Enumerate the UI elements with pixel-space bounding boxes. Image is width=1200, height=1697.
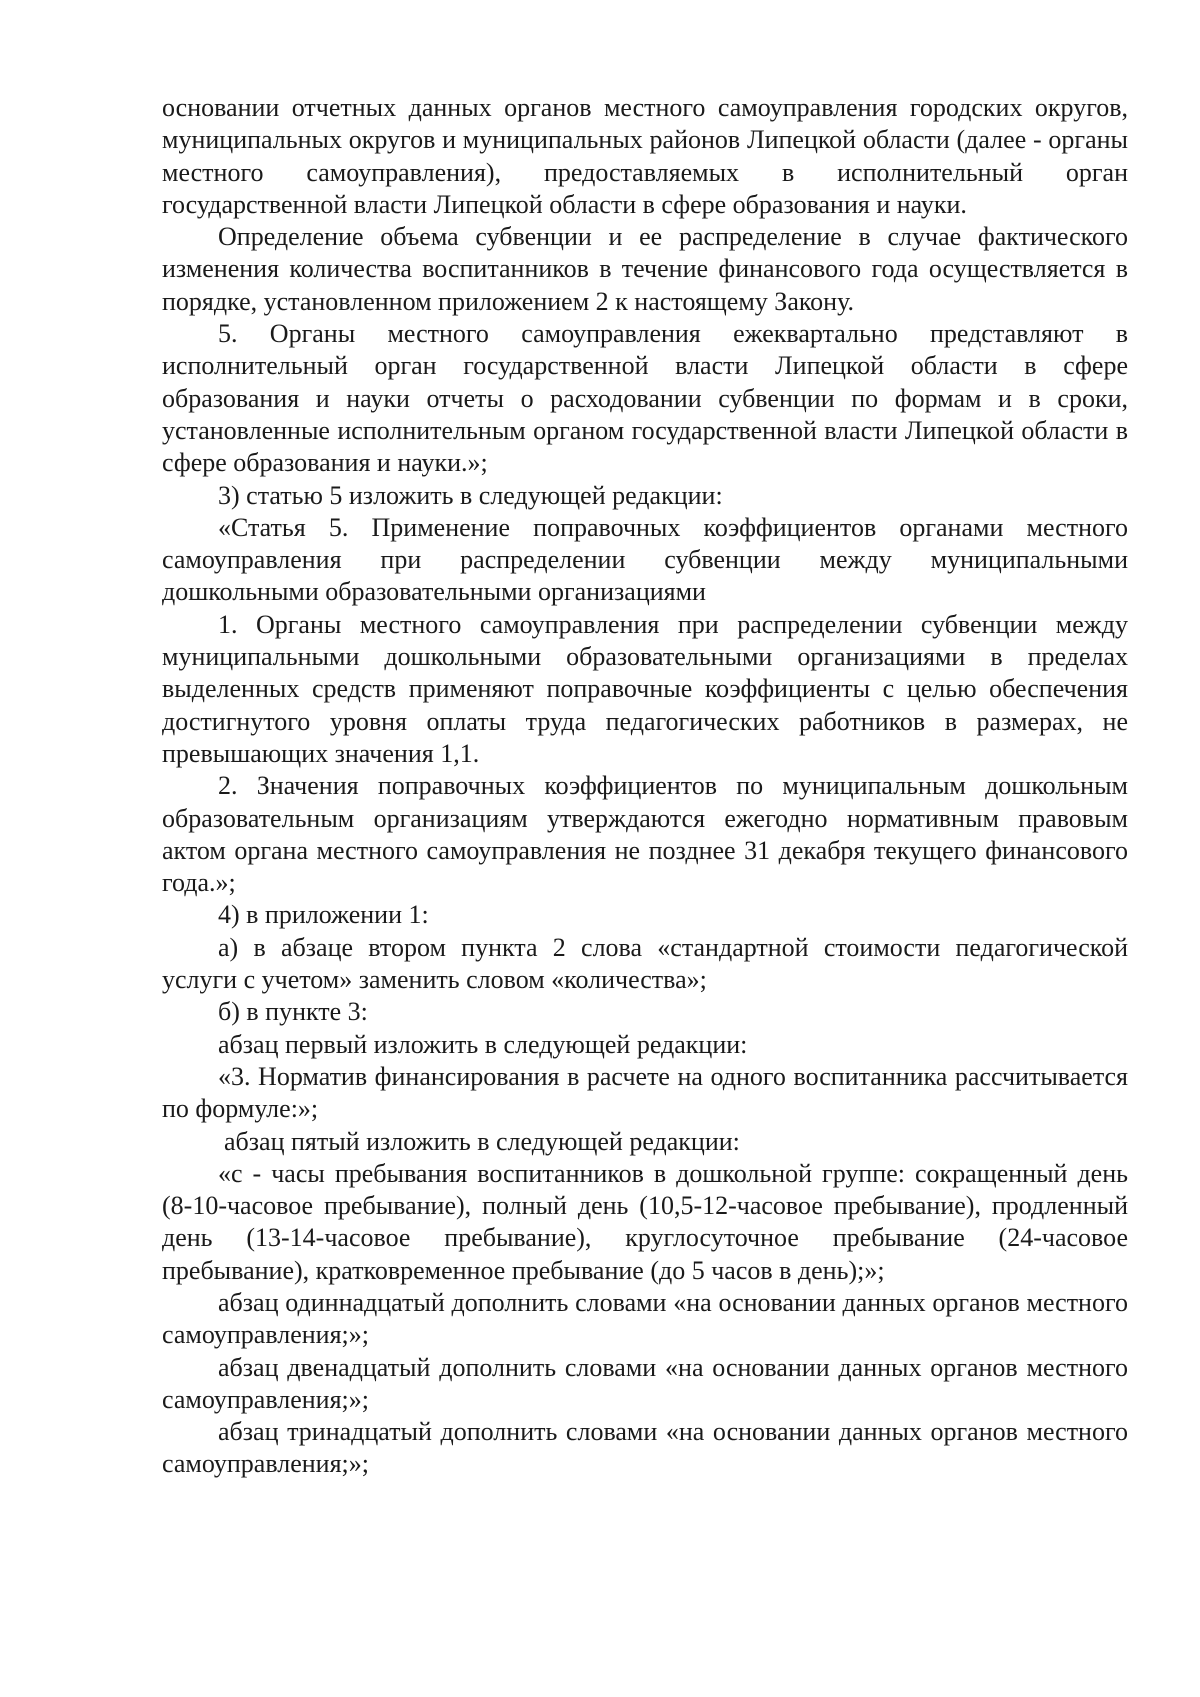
- paragraph-normative-formula: «3. Норматив финансирования в расчете на одного воспитанника рассчитывается по формуле:»;: [162, 1061, 1128, 1124]
- paragraph-amendment-4: 4) в приложении 1:: [218, 900, 429, 930]
- paragraph-subvention-definition: Определение объема субвенции и ее распределение в случае фактического изменения количества воспитанников в течение финансового года осуществляется в порядке, установленном приложением 2 к настоящему Закону.: [162, 222, 1128, 316]
- paragraph-hours-definition: «с - часы пребывания воспитанников в дошкольной группе: сокращенный день (8-10-часовое пребывание), полный день (10,5-12-часовое пребывание), продленный день (13-14-часовое пребывание), круглосуточное пребывание (24-часовое пребывание), кратковременное пребывание (до 5 часов в день);»;: [162, 1158, 1128, 1285]
- paragraph-amendment-4a: а) в абзаце втором пункта 2 слова «стандартной стоимости педагогической услуги с учетом» заменить словом «количества»;: [162, 932, 1128, 995]
- paragraph-article-5-item-1: 1. Органы местного самоуправления при распределении субвенции между муниципальными дошкольными образовательными организациями в пределах выделенных средств применяют поправочные коэффициенты с целью обеспечения достигнутого уровня оплаты труда педагогических работников в размерах, не превышающих значения 1,1.: [162, 609, 1128, 768]
- paragraph-item-5: 5. Органы местного самоуправления ежеквартально представляют в исполнительный орган государственной власти Липецкой области в сфере образования и науки отчеты о расходовании субвенции по формам и в сроки, установленные исполнительным органом государственной власти Липецкой области в сфере образования и науки.»;: [162, 319, 1128, 478]
- paragraph-eleventh-abzac: абзац одиннадцатый дополнить словами «на основании данных органов местного самоуправления;»;: [162, 1287, 1128, 1350]
- paragraph-thirteenth-abzac: абзац тринадцатый дополнить словами «на основании данных органов местного самоуправления;»;: [162, 1417, 1128, 1479]
- paragraph-first-abzac: абзац первый изложить в следующей редакции:: [218, 1029, 748, 1059]
- paragraph-continuation: основании отчетных данных органов местного самоуправления городских округов, муниципальных округов и муниципальных районов Липецкой области (далее - органы местного самоуправления), предоставляемых в исполнительный орган государственной власти Липецкой области в сфере образования и науки.: [162, 93, 1128, 219]
- paragraph-amendment-3: 3) статью 5 изложить в следующей редакции:: [218, 480, 723, 510]
- paragraph-twelfth-abzac: абзац двенадцатый дополнить словами «на основании данных органов местного самоуправления;»;: [162, 1352, 1128, 1414]
- document-page: [162, 92, 1128, 1481]
- paragraph-amendment-4b: б) в пункте 3:: [218, 997, 368, 1027]
- paragraph-article-5-item-2: 2. Значения поправочных коэффициентов по муниципальным дошкольным образовательным организациям утверждаются ежегодно нормативным правовым актом органа местного самоуправления не позднее 31 декабря текущего финансового года.»;: [162, 771, 1128, 898]
- paragraph-fifth-abzac: абзац пятый изложить в следующей редакции:: [224, 1126, 740, 1156]
- paragraph-article-5-title: «Статья 5. Применение поправочных коэффициентов органами местного самоуправления при распределении субвенции между муниципальными дошкольными образовательными организациями: [162, 512, 1128, 607]
